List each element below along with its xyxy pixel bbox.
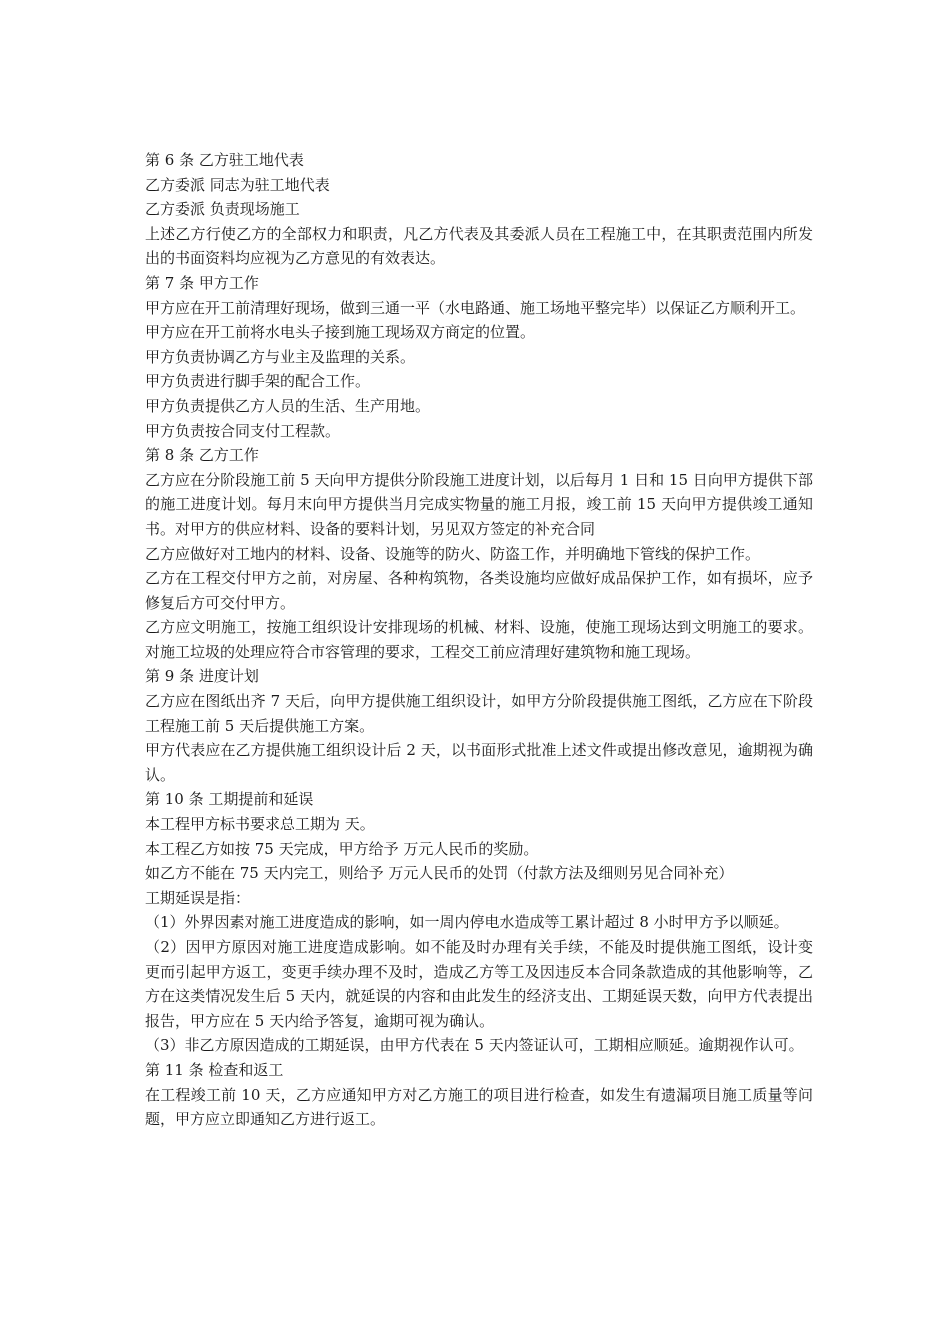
article-11-heading: 第 11 条 检查和返工: [145, 1060, 284, 1079]
article-8-heading: 第 8 条 乙方工作: [145, 446, 259, 465]
article-9-heading: 第 9 条 进度计划: [145, 667, 259, 686]
article-8-clause-2: 乙方应做好对工地内的材料、设备、设施等的防火、防盗工作，并明确地下管线的保护工作。: [145, 544, 761, 563]
article-7-clause-6: 甲方负责按合同支付工程款。: [145, 421, 341, 440]
article-7-clause-3: 甲方负责协调乙方与业主及监理的关系。: [145, 347, 416, 366]
article-8-clause-4: 乙方应文明施工，按施工组织设计安排现场的机械、材料、设施，使施工现场达到文明施工的要求。对施工垃圾的处理应符合市容管理的要求，工程交工前应清理好建筑物和施工现场。: [145, 618, 813, 661]
article-7-clause-4: 甲方负责进行脚手架的配合工作。: [145, 372, 371, 391]
article-6-clause-1: 乙方委派 同志为驻工地代表: [145, 175, 330, 194]
article-10-clause-4: 工期延误是指：: [145, 888, 251, 907]
delay-item-1: （1）外界因素对施工进度造成的影响，如一周内停电水造成等工累计超过 8 小时甲方予以顺延。: [145, 913, 789, 932]
article-8-clause-1: 乙方应在分阶段施工前 5 天向甲方提供分阶段施工进度计划，以后每月 1 日和 15 日向甲方提供下部的施工进度计划。每月末向甲方提供当月完成实物量的施工月报，竣工前 15 天向甲方提供竣工通知书。对甲方的供应材料、设备的要料计划，另见双方签定的补充合同: [145, 470, 813, 538]
article-6-clause-3: 上述乙方行使乙方的全部权力和职责，凡乙方代表及其委派人员在工程施工中，在其职责范围内所发出的书面资料均应视为乙方意见的有效表达。: [145, 224, 813, 268]
article-10-clause-3: 如乙方不能在 75 天内完工，则给予 万元人民币的处罚（付款方法及细则另见合同补充）: [145, 864, 734, 883]
delay-item-3: （3）非乙方原因造成的工期延误，由甲方代表在 5 天内签证认可，工期相应顺延。逾期视作认可。: [145, 1036, 804, 1055]
article-7-heading: 第 7 条 甲方工作: [145, 273, 259, 292]
article-9-clause-1: 乙方应在图纸出齐 7 天后，向甲方提供施工组织设计，如甲方分阶段提供施工图纸，乙方应在下阶段工程施工前 5 天后提供施工方案。: [145, 692, 813, 735]
article-8-clause-3: 乙方在工程交付甲方之前，对房屋、各种构筑物，各类设施均应做好成品保护工作，如有损坏，应予修复后方可交付甲方。: [145, 569, 813, 612]
article-10-heading: 第 10 条 工期提前和延误: [145, 790, 314, 809]
article-10-clause-1: 本工程甲方标书要求总工期为 天。: [145, 815, 375, 834]
article-7-clause-2: 甲方应在开工前将水电头子接到施工现场双方商定的位置。: [145, 323, 536, 342]
article-6-clause-2: 乙方委派 负责现场施工: [145, 200, 300, 219]
document-body: [145, 148, 813, 1132]
article-6-heading: 第 6 条 乙方驻工地代表: [145, 151, 304, 169]
article-9-clause-2: 甲方代表应在乙方提供施工组织设计后 2 天，以书面形式批准上述文件或提出修改意见，逾期视为确认。: [145, 741, 813, 784]
article-10-clause-2: 本工程乙方如按 75 天完成，甲方给予 万元人民币的奖励。: [145, 839, 539, 858]
article-7-clause-5: 甲方负责提供乙方人员的生活、生产用地。: [145, 396, 431, 415]
delay-item-2: （2）因甲方原因对施工进度造成影响。如不能及时办理有关手续，不能及时提供施工图纸，设计变更而引起甲方返工，变更手续办理不及时，造成乙方等工及因违反本合同条款造成的其他影响等，乙方在这类情况发生后 5 天内，就延误的内容和由此发生的经济支出、工期延误天数，向甲方代表提出报告，甲方应在 5 天内给予答复，逾期可视为确认。: [145, 938, 813, 1030]
article-7-clause-1: 甲方应在开工前清理好现场，做到三通一平（水电路通、施工场地平整完毕）以保证乙方顺利开工。: [145, 298, 806, 317]
article-11-clause-1: 在工程竣工前 10 天，乙方应通知甲方对乙方施工的项目进行检查，如发生有遗漏项目施工质量等问题，甲方应立即通知乙方进行返工。: [145, 1085, 813, 1129]
